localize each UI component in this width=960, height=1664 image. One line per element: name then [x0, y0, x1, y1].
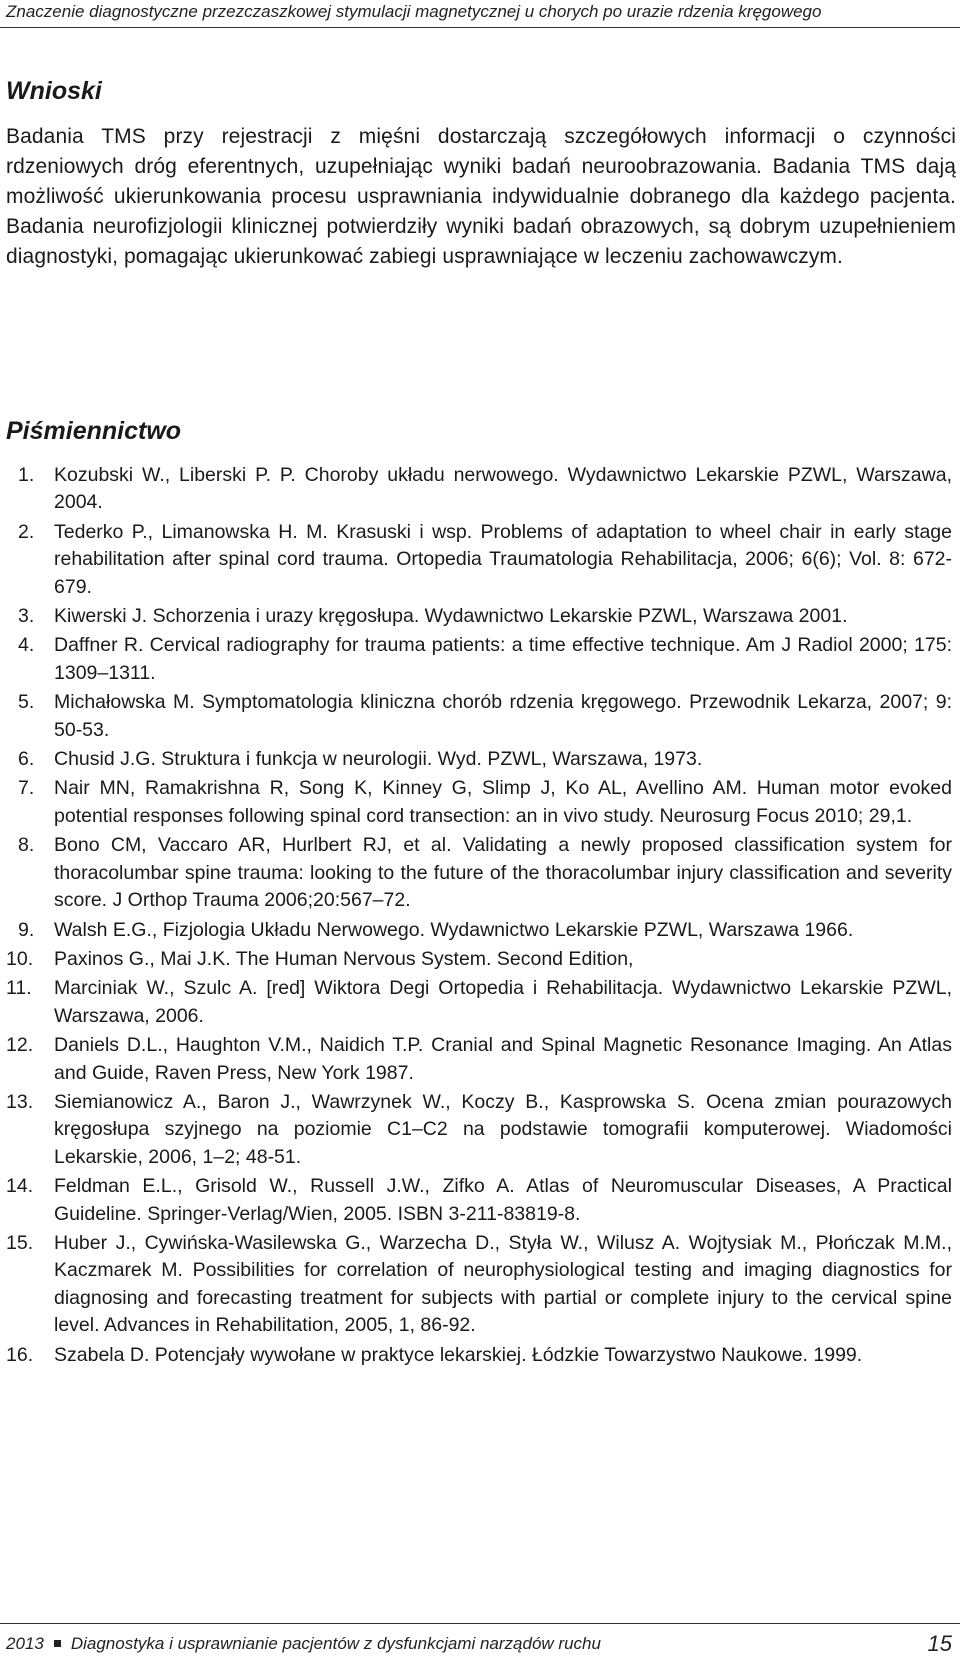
page-number: 15: [927, 1631, 952, 1656]
conclusions-paragraph: Badania TMS przy rejestracji z mięśni dostarczają szczegółowych informacji o czynności rdzeniowych dróg eferentnych, uzupełniając wyniki badań neuroobrazowania. Badania TMS dają możliwość ukierunkowania procesu usprawniania indywidualnie dobranego dla każdego pacjenta. Badania neurofizjologii klinicznej potwierdziły wyniki badań obrazowych, są dobrym uzupełnieniem diagnostyki, pomagając ukierunkować zabiegi usprawniające w leczeniu zachowawczym.: [6, 125, 956, 268]
reference-number: 5.: [18, 691, 35, 714]
reference-number: 1.: [18, 464, 35, 486]
reference-number: 7.: [18, 777, 35, 800]
reference-text: Daffner R. Cervical radiography for trauma patients: a time effective technique. Am J Radiol 2000; 175: 1309–1311.: [54, 634, 952, 684]
reference-item: [6, 632, 956, 687]
reference-number: 15.: [6, 1231, 34, 1254]
reference-text: Chusid J.G. Struktura i funkcja w neurologii. Wyd. PZWL, Warszawa, 1973.: [54, 748, 703, 771]
reference-item: [6, 975, 956, 1030]
reference-number: 8.: [18, 834, 35, 857]
reference-number: 16.: [6, 1343, 34, 1366]
reference-number: 10.: [6, 947, 34, 970]
footer-journal-title: Diagnostyka i usprawnianie pacjentów z dysfunkcjami narządów ruchu: [70, 1634, 601, 1653]
reference-number: 6.: [18, 748, 35, 771]
reference-text: Tederko P., Limanowska H. M. Krasuski i wsp. Problems of adaptation to wheel chair in early stage rehabilitation after spinal cord trauma. Ortopedia Traumatologia Rehabilitacja, 2006; 6(6); Vol. 8: 672-679.: [54, 520, 952, 598]
reference-item: [6, 1342, 956, 1369]
page-footer: [6, 1630, 954, 1660]
footer-year: 2013: [6, 1634, 44, 1653]
reference-item: [6, 917, 956, 944]
reference-number: 9.: [18, 918, 35, 941]
reference-text: Marciniak W., Szulc A. [red] Wiktora Degi Ortopedia i Rehabilitacja. Wydawnictwo Lekarskie PZWL, Warszawa, 2006.: [54, 977, 952, 1027]
references-heading: Piśmiennictwo: [6, 417, 182, 445]
reference-text: Huber J., Cywińska-Wasilewska G., Warzecha D., Styła W., Wilusz A. Wojtysiak M., Płończak M.M., Kaczmarek M. Possibilities for correlation of neurophysiological testing and imaging diagnostics for diagnosing and forecasting treatment for subjects with partial or complete injury to the cervical spine level. Advances in Rehabilitation, 2005, 1, 86-92.: [54, 1231, 952, 1337]
reference-text: Nair MN, Ramakrishna R, Song K, Kinney G, Slimp J, Ko AL, Avellino AM. Human motor evoked potential responses following spinal cord transection: an in vivo study. Neurosurg Focus 2010; 29,1.: [54, 777, 952, 827]
reference-text: Michałowska M. Symptomatologia kliniczna chorób rdzenia kręgowego. Przewodnik Lekarza, 2007; 9: 50-53.: [54, 691, 952, 741]
reference-number: 13.: [6, 1090, 34, 1113]
reference-item: [6, 689, 956, 744]
reference-number: 4.: [18, 634, 35, 657]
running-header: [6, 0, 954, 28]
reference-item: [6, 1089, 956, 1171]
references-list: [6, 462, 956, 1371]
reference-number: 12.: [6, 1034, 34, 1057]
reference-number: 11.: [6, 977, 32, 1000]
reference-item: [6, 946, 956, 973]
reference-number: 3.: [18, 605, 35, 628]
reference-item: [6, 462, 956, 517]
reference-item: [6, 519, 956, 601]
conclusions-heading: Wnioski: [6, 77, 102, 105]
reference-item: [6, 1230, 956, 1340]
reference-text: Kozubski W., Liberski P. P. Choroby układu nerwowego. Wydawnictwo Lekarskie PZWL, Warszawa, 2004.: [54, 464, 952, 514]
reference-text: Kiwerski J. Schorzenia i urazy kręgosłupa. Wydawnictwo Lekarskie PZWL, Warszawa 2001.: [54, 605, 848, 628]
reference-item: [6, 746, 956, 773]
bullet-icon: [54, 1640, 61, 1647]
reference-text: Paxinos G., Mai J.K. The Human Nervous System. Second Edition,: [54, 947, 634, 970]
reference-text: Siemianowicz A., Baron J., Wawrzynek W., Koczy B., Kasprowska S. Ocena zmian pourazowych kręgosłupa szyjnego na poziomie C1–C2 na podstawie tomografii komputerowej. Wiadomości Lekarskie, 2006, 1–2; 48-51.: [54, 1090, 952, 1168]
header-rule: [0, 27, 960, 28]
reference-item: [6, 603, 956, 630]
reference-text: Szabela D. Potencjały wywołane w praktyce lekarskiej. Łódzkie Towarzystwo Naukowe. 1999.: [54, 1343, 863, 1366]
footer-rule: [0, 1623, 960, 1624]
reference-number: 14.: [6, 1175, 34, 1198]
reference-text: Daniels D.L., Haughton V.M., Naidich T.P. Cranial and Spinal Magnetic Resonance Imaging. An Atlas and Guide, Raven Press, New York 1987.: [54, 1034, 952, 1084]
reference-number: 2.: [18, 520, 35, 543]
running-title: Znaczenie diagnostyczne przezczaszkowej stymulacji magnetycznej u chorych po urazie rdzenia kręgowego: [6, 2, 822, 21]
reference-item: [6, 832, 956, 914]
reference-item: [6, 775, 956, 830]
reference-item: [6, 1032, 956, 1087]
reference-text: Feldman E.L., Grisold W., Russell J.W., Zifko A. Atlas of Neuromuscular Diseases, A Practical Guideline. Springer-Verlag/Wien, 2005. ISBN 3-211-83819-8.: [54, 1175, 952, 1225]
reference-text: Walsh E.G., Fizjologia Układu Nerwowego. Wydawnictwo Lekarskie PZWL, Warszawa 1966.: [54, 918, 854, 941]
reference-text: Bono CM, Vaccaro AR, Hurlbert RJ, et al. Validating a newly proposed classification system for thoracolumbar spine trauma: looking to the future of the thoracolumbar injury classification and severity score. J Orthop Trauma 2006;20:567–72.: [54, 834, 952, 912]
reference-item: [6, 1173, 956, 1228]
